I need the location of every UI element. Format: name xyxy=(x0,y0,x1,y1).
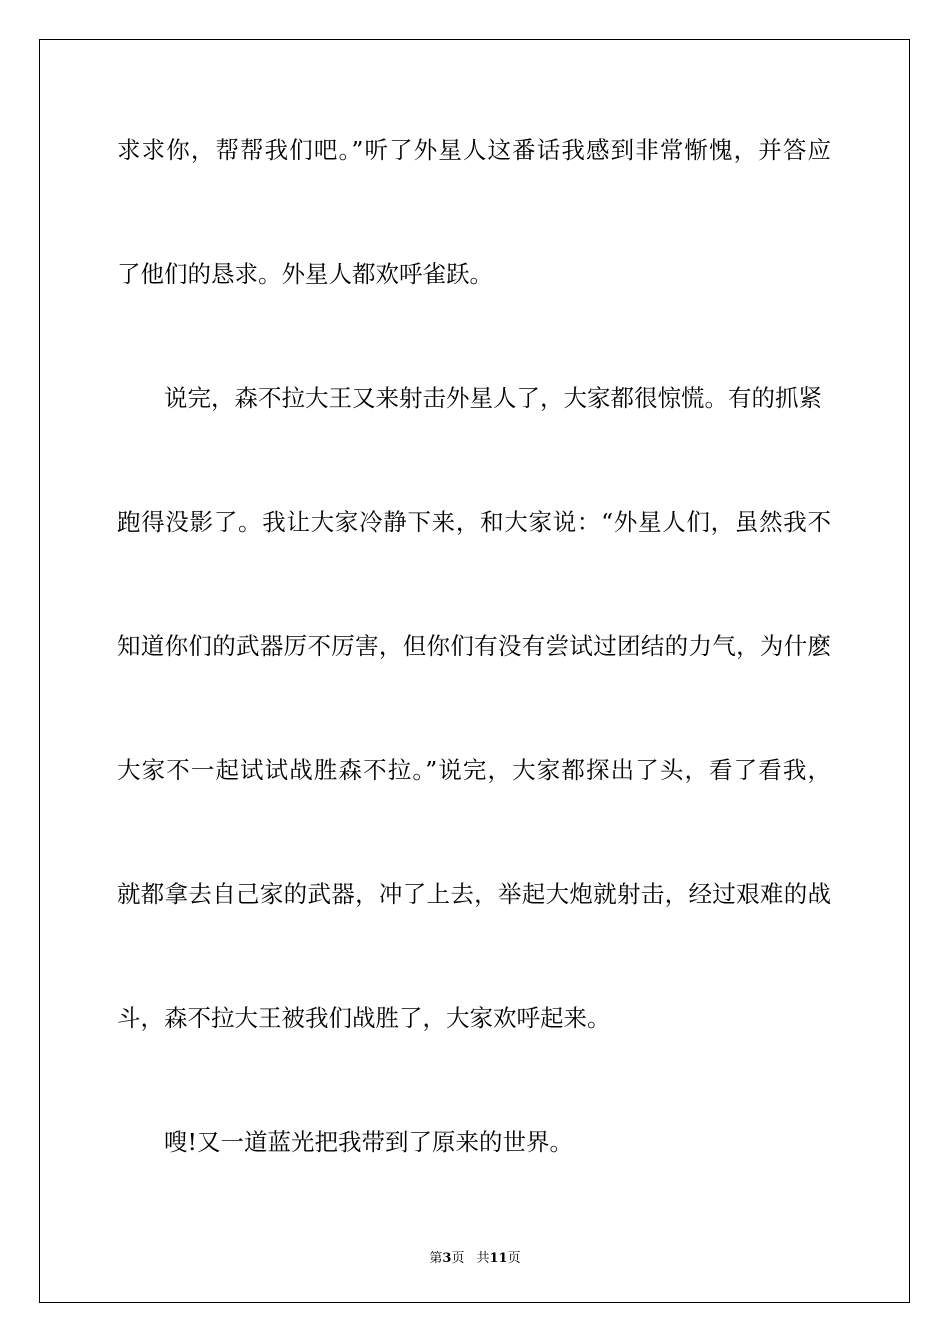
page-prefix: 第 xyxy=(429,1251,443,1266)
text-line-1: 求求你，帮帮我们吧。”听了外星人这番话我感到非常惭愧，并答应 xyxy=(117,136,831,164)
page-number: 3 xyxy=(442,1251,452,1266)
text-line-6: 大家不一起试试战胜森不拉。”说完，大家都探出了头，看了看我， xyxy=(117,756,831,784)
page-suffix: 页 xyxy=(451,1251,465,1266)
text-line-5: 知道你们的武器厉不厉害，但你们有没有尝试过团结的力气，为什麽 xyxy=(117,632,831,660)
total-pages: 11 xyxy=(489,1251,508,1266)
text-line-8: 斗，森不拉大王被我们战胜了，大家欢呼起来。 xyxy=(117,1004,611,1032)
text-line-4: 跑得没影了。我让大家冷静下来，和大家说：“外星人们，虽然我不 xyxy=(117,508,831,536)
total-prefix: 共 xyxy=(476,1251,490,1266)
page-footer xyxy=(0,1247,950,1266)
total-suffix: 页 xyxy=(507,1251,521,1266)
text-line-3: 说完，森不拉大王又来射击外星人了，大家都很惊慌。有的抓紧 xyxy=(164,384,822,412)
page-border xyxy=(39,39,910,1303)
text-line-2: 了他们的恳求。外星人都欢呼雀跃。 xyxy=(117,260,493,288)
text-line-9: 嗖!又一道蓝光把我带到了原来的世界。 xyxy=(164,1128,573,1156)
text-line-7: 就都拿去自己家的武器，冲了上去，举起大炮就射击，经过艰难的战 xyxy=(117,880,831,908)
